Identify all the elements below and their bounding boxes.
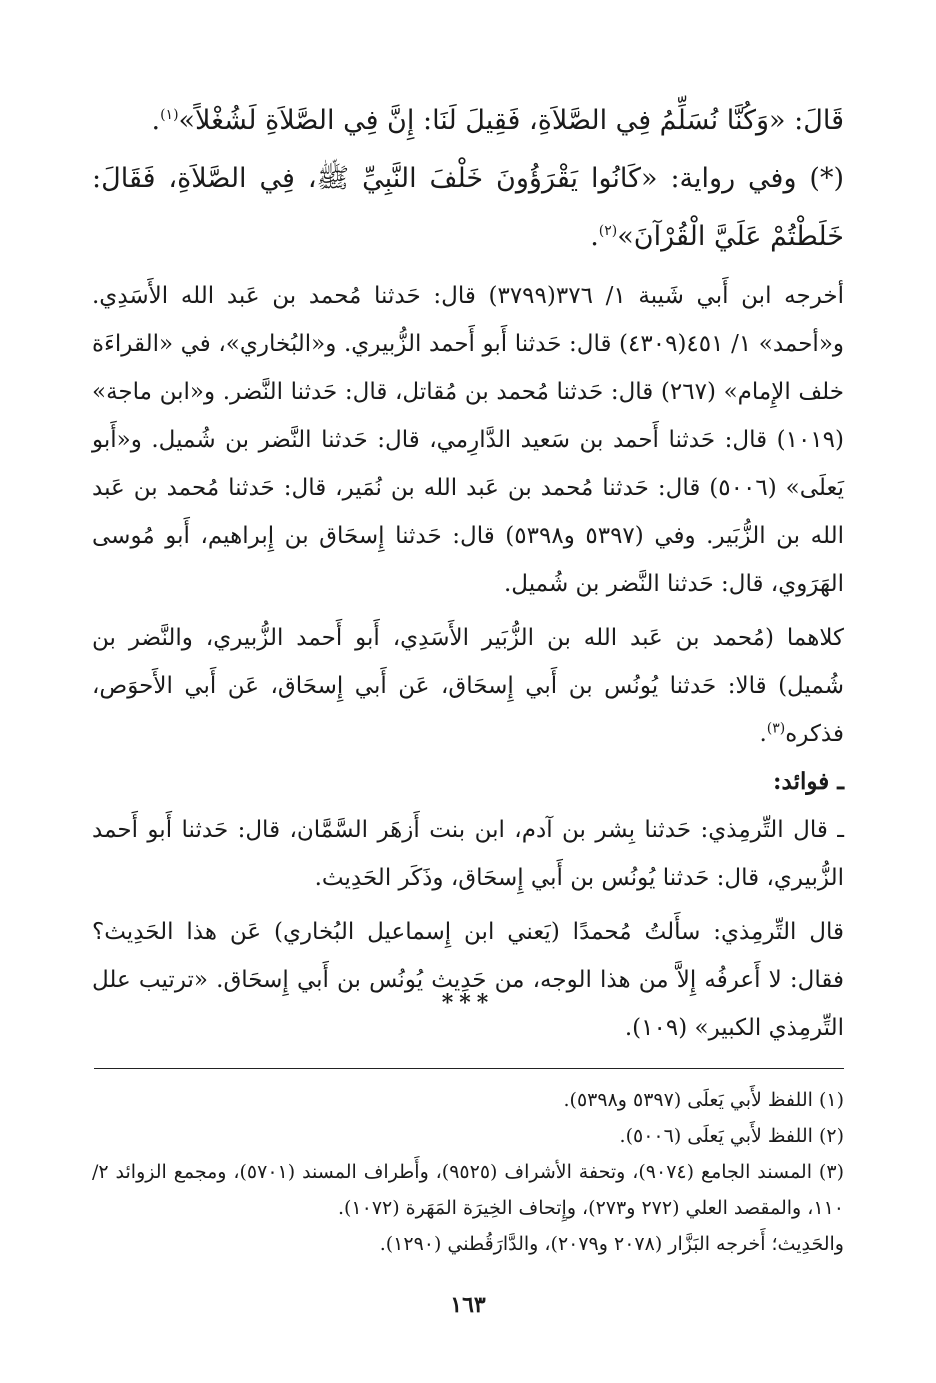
tirmidhi-paragraph-2: قال التِّرمِذي: سأَلتُ مُحمدًا (يَعني ابن إِسماعيل البُخاري) عَن هذا الحَدِيث؟ فقال: لا أَعرفُه إِلاَّ من هذا الوجه، من حَدِيث يُونُس بن أَبي إِسحَاق. «ترتيب علل التِّرمِذي الكبير» (١٠٩).	[92, 919, 844, 1041]
tirmidhi-paragraph-1: ـ قال التِّرمِذي: حَدثنا بِشر بن آدم، ابن بنت أَزهَر السَّمَّان، قال: حَدثنا أَبو أَحمد الزُّبيري، قال: حَدثنا يُونُس بن أَبي إِسحَاق، وذَكَر الحَدِيث.	[92, 817, 844, 891]
footnote-2: (٢) اللفظ لأَبي يَعلَى (٥٠٠٦).	[619, 1125, 844, 1147]
footnote-3: (٣) المسند الجامع (٩٠٧٤)، وتحفة الأشراف (٩٥٢٥)، وأَطراف المسند (٥٧٠١)، ومجمع الزوائد ٢/ ١١٠، والمقصد العلي (٢٧٢ و٢٧٣)، وإِتحاف الخِيرَة المَهَرة (١٠٧٢).	[92, 1161, 844, 1219]
footnote-3-continuation: والحَدِيث؛ أَخرجه البَزَّار (٢٠٧٨ و٢٠٧٩)، والدَّارَقُطني (١٢٩٠).	[379, 1233, 844, 1255]
kilahuma-paragraph	[92, 614, 844, 758]
kilahuma-text: كلاهما (مُحمد بن عَبد الله بن الزُّبَير الأَسَدِي، أَبو أَحمد الزُّبيري، والنَّضر بن شُميل) قالا: حَدثنا يُونُس بن أَبي إِسحَاق، عَن أَبي إِسحَاق، عَن أَبي الأَحوَص، فذكره	[92, 625, 844, 747]
page-number: ١٦٣	[450, 1292, 486, 1318]
footnote-marker-3[interactable]: (٣)	[766, 720, 786, 737]
hadith-quote-end: .	[151, 105, 161, 136]
footnote-1: (١) اللفظ لأَبي يَعلَى (٥٣٩٧ و٥٣٩٨).	[563, 1089, 844, 1111]
footnotes	[92, 1082, 844, 1262]
footnote-marker-1[interactable]: (١)	[160, 107, 179, 123]
takhrij-paragraph: أخرجه ابن أَبي شَيبة ١/ ٣٧٦(٣٧٩٩) قال: حَدثنا مُحمد بن عَبد الله الأَسَدِي. و«أحمد» ١/ ٤٥١(٤٣٠٩) قال: حَدثنا أَبو أَحمد الزُّبيري. و«البُخاري»، في «القراءَة خلف الإِمام» (٢٦٧) قال: حَدثنا مُحمد بن مُقاتل، قال: حَدثنا النَّضر. و«ابن ماجة» (١٠١٩) قال: حَدثنا أَحمد بن سَعيد الدَّارِمي، قال: حَدثنا النَّضر بن شُميل. و«أَبو يَعلَى» (٥٠٠٦) قال: حَدثنا مُحمد بن عَبد الله بن نُمَير، قال: حَدثنا مُحمد بن عَبد الله بن الزُّبَير. وفي (٥٣٩٧ و٥٣٩٨) قال: حَدثنا إِسحَاق بن إِبراهيم، أَبو مُوسى الهَرَوي، قال: حَدثنا النَّضر بن شُميل.	[92, 283, 845, 597]
riwaya-paragraph	[92, 150, 844, 266]
riwaya-text: (*) وفي رواية: «كَانُوا يَقْرَؤُونَ خَلْفَ النَّبِيِّ ﷺ، فِي الصَّلاَةِ، فَقَالَ: خَلَطْتُمْ عَلَيَّ الْقُرْآنَ»	[92, 163, 844, 252]
riwaya-end: .	[590, 221, 599, 252]
main-text	[92, 92, 844, 1052]
footnote-marker-2[interactable]: (٢)	[598, 223, 618, 239]
kilahuma-end: .	[759, 721, 767, 747]
hadith-quote	[92, 92, 844, 150]
section-separator: ***	[441, 990, 495, 1016]
fawaid-heading: ـ فوائد:	[773, 768, 844, 795]
footnote-divider	[94, 1068, 844, 1069]
hadith-quote-text: قَالَ: «وَكُنَّا نُسَلِّمُ فِي الصَّلاَةِ، فَقِيلَ لَنَا: إِنَّ فِي الصَّلاَةِ لَشُغْلاً»	[178, 105, 844, 136]
